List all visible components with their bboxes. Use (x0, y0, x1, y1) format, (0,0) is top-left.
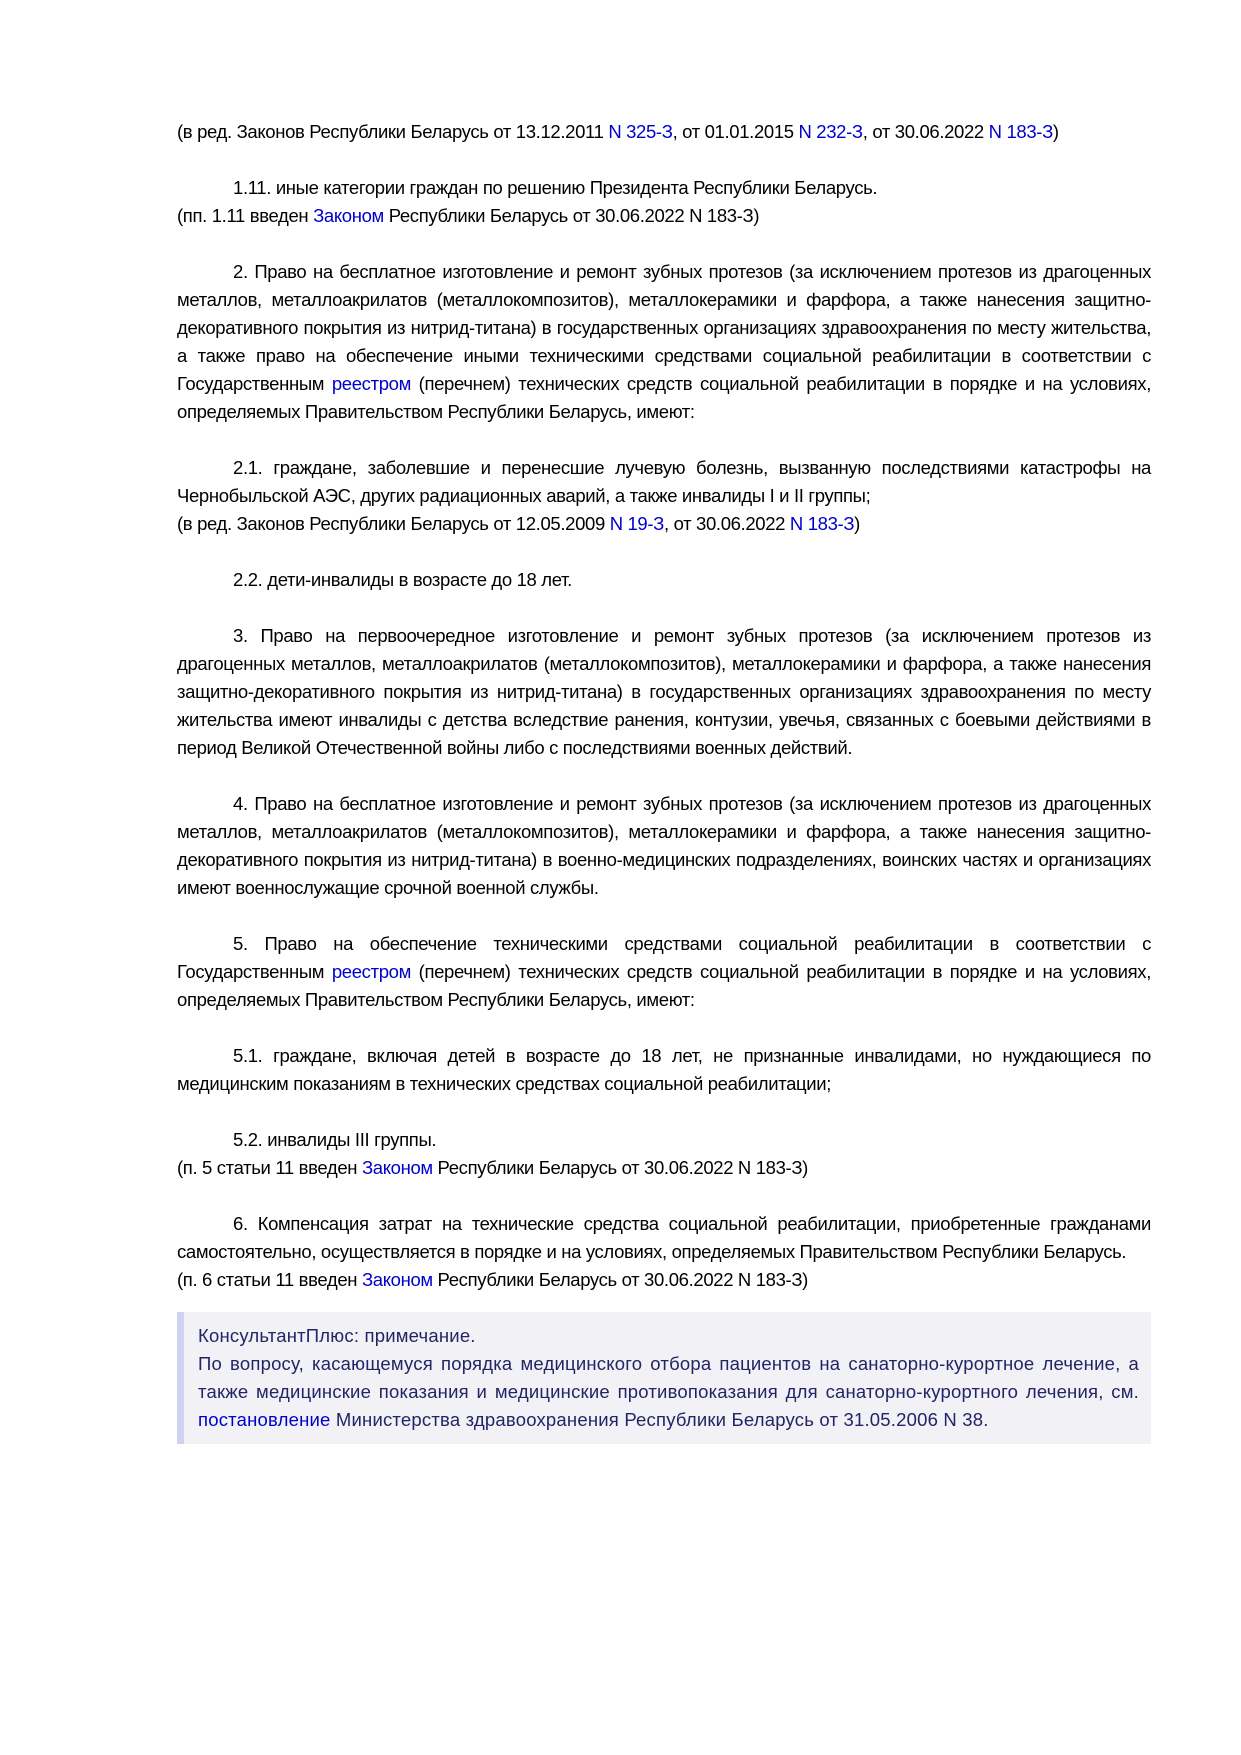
text: (в ред. Законов Республики Беларусь от 12.05.2009 (177, 513, 610, 534)
text: 5. Право на обеспечение техническими средствами социальной реабилитации в соответствии с Государственным (177, 933, 1151, 982)
law-link[interactable]: Законом (313, 205, 384, 226)
text: , от 30.06.2022 (664, 513, 790, 534)
clause-4: 4. Право на бесплатное изготовление и ремонт зубных протезов (за исключением протезов из драгоценных металлов, металлоакрилатов (металлокомпозитов), металлокерамики и фарфора, а также нанесения защитно-декоративного покрытия из нитрид-титана) в военно-медицинских подразделениях, воинских частях и организациях имеют военнослужащие срочной военной службы. (177, 793, 1151, 898)
amendment-note (177, 1154, 1151, 1182)
clause-5 (177, 930, 1151, 1014)
clause-2-2: 2.2. дети-инвалиды в возрасте до 18 лет. (233, 569, 572, 590)
clause-2-1: 2.1. граждане, заболевшие и перенесшие лучевую болезнь, вызванную последствиями катастрофы на Чернобыльской АЭС, других радиационных аварий, а также инвалиды I и II группы; (177, 457, 1151, 506)
resolution-link[interactable]: постановление (198, 1409, 331, 1430)
text: (перечнем) технических средств социальной реабилитации в порядке и на условиях, определяемых Правительством Республики Беларусь, имеют: (177, 373, 1151, 422)
text: ) (1052, 121, 1059, 142)
text: (пп. 1.11 введен (177, 205, 314, 226)
clause-3: 3. Право на первоочередное изготовление и ремонт зубных протезов (за исключением протезов из драгоценных металлов, металлоакрилатов (металлокомпозитов), металлокерамики и фарфора, а также нанесения защитно-декоративного покрытия из нитрид-титана) в государственных организациях здравоохранения по месту жительства имеют инвалиды с детства вследствие ранения, контузии, увечья, связанных с боевыми действиями в период Великой Отечественной войны либо с последствиями военных действий. (177, 625, 1151, 758)
document-page (177, 118, 1151, 1444)
law-link[interactable]: Законом (361, 1269, 433, 1290)
clause-6: 6. Компенсация затрат на технические средства социальной реабилитации, приобретенные гражданами самостоятельно, осуществляется в порядке и на условиях, определяемых Правительством Республики Беларусь. (177, 1213, 1151, 1262)
law-link[interactable]: N 325-З (608, 121, 673, 142)
text: Республики Беларусь от 30.06.2022 N 183-З) (432, 1157, 808, 1178)
amendment-note (177, 202, 1151, 230)
registry-link[interactable]: реестром (331, 373, 411, 394)
text: (в ред. Законов Республики Беларусь от 13.12.2011 (177, 121, 609, 142)
amendment-note (177, 118, 1151, 146)
text: 2. Право на бесплатное изготовление и ремонт зубных протезов (за исключением протезов из драгоценных металлов, металлоакрилатов (металлокомпозитов), металлокерамики и фарфора, а также нанесения защитно-декоративного покрытия из нитрид-титана) в государственных организациях здравоохранения по месту жительства, а также право на обеспечение иными техническими средствами социальной реабилитации в соответствии с Государственным (177, 261, 1151, 394)
law-link[interactable]: N 183-З (988, 121, 1053, 142)
text: (п. 5 статьи 11 введен (177, 1157, 362, 1178)
text: Республики Беларусь от 30.06.2022 N 183-З) (432, 1269, 808, 1290)
clause-5-1: 5.1. граждане, включая детей в возрасте до 18 лет, не признанные инвалидами, но нуждающиеся по медицинским показаниям в технических средствах социальной реабилитации; (177, 1045, 1151, 1094)
text: (перечнем) технических средств социальной реабилитации в порядке и на условиях, определяемых Правительством Республики Беларусь, имеют: (177, 961, 1151, 1010)
law-link[interactable]: N 232-З (798, 121, 863, 142)
clause-1-11: 1.11. иные категории граждан по решению Президента Республики Беларусь. (233, 177, 878, 198)
text: , от 30.06.2022 (862, 121, 989, 142)
note-title: КонсультантПлюс: примечание. (198, 1325, 476, 1346)
note-body (198, 1350, 1139, 1434)
law-link[interactable]: Законом (361, 1157, 433, 1178)
text: Республики Беларусь от 30.06.2022 N 183-З) (383, 205, 760, 226)
text: Министерства здравоохранения Республики Беларусь от 31.05.2006 N 38. (330, 1409, 989, 1430)
clause-5-2: 5.2. инвалиды III группы. (233, 1129, 437, 1150)
text: ) (854, 513, 860, 534)
law-link[interactable]: N 183-З (789, 513, 855, 534)
amendment-note (177, 1266, 1151, 1294)
text: , от 01.01.2015 (672, 121, 799, 142)
law-link[interactable]: N 19-З (609, 513, 664, 534)
amendment-note (177, 510, 1151, 538)
text: (п. 6 статьи 11 введен (177, 1269, 362, 1290)
clause-2 (177, 258, 1151, 426)
consultant-note-box (177, 1312, 1151, 1444)
text: По вопросу, касающемуся порядка медицинского отбора пациентов на санаторно-курортное лечение, а также медицинские показания и медицинские противопоказания для санаторно-курортного лечения, см. (198, 1353, 1139, 1402)
registry-link[interactable]: реестром (331, 961, 411, 982)
